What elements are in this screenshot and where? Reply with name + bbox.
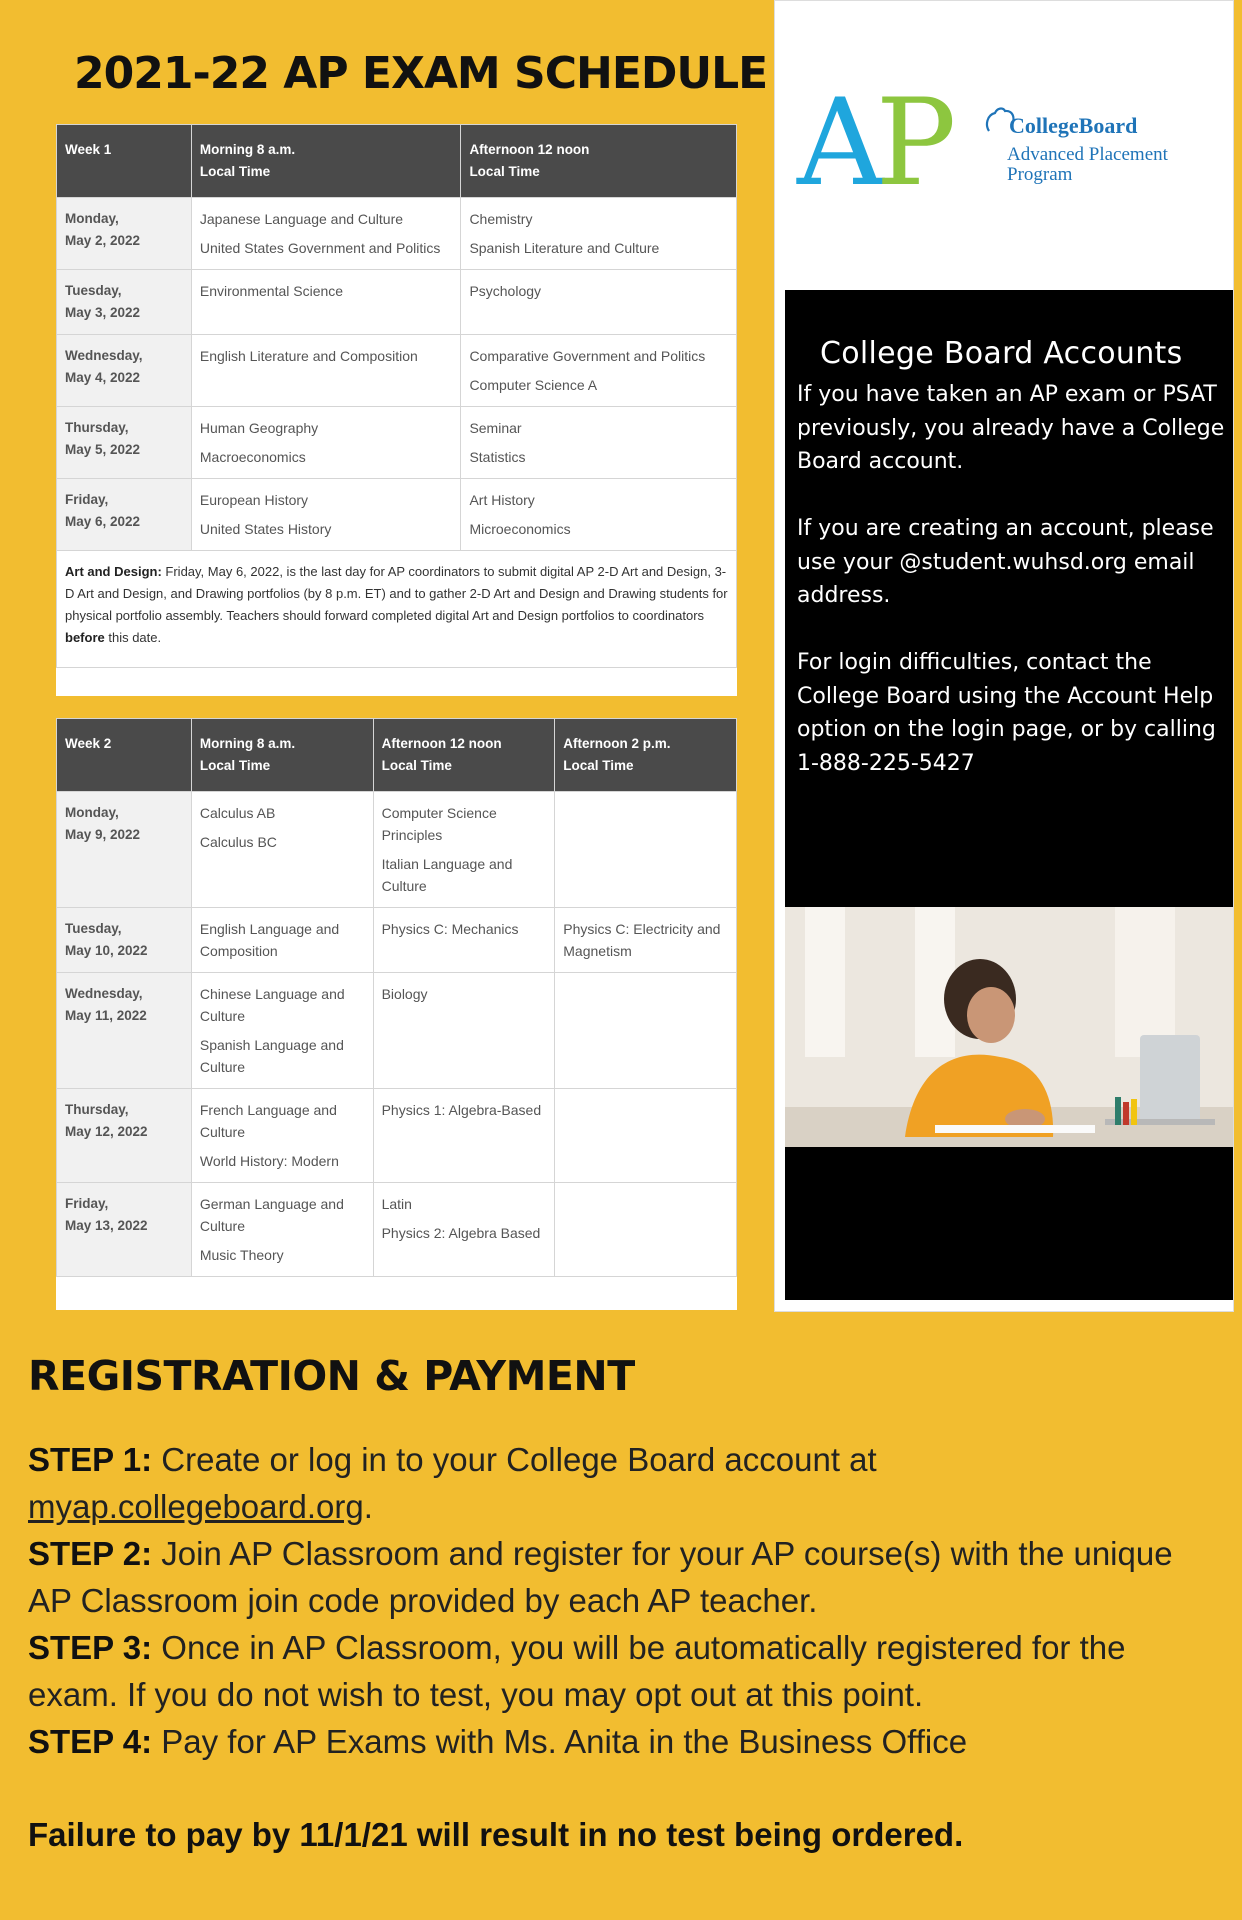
morning-cell bbox=[191, 908, 373, 973]
accounts-text bbox=[797, 378, 1237, 814]
table-row bbox=[57, 407, 737, 479]
week2-header-line: Afternoon 2 p.m. bbox=[563, 736, 671, 751]
week2-header-3 bbox=[555, 719, 737, 792]
step-1-end: . bbox=[363, 1488, 373, 1525]
table-row bbox=[57, 335, 737, 407]
step-3 bbox=[28, 1624, 1218, 1718]
exam-name: Physics 1: Algebra-Based bbox=[381, 1102, 542, 1118]
step-4-label: STEP 4: bbox=[28, 1723, 153, 1760]
exam-name: United States History bbox=[199, 521, 332, 537]
collegeboard-link[interactable]: myap.collegeboard.org bbox=[28, 1488, 364, 1525]
day-label: May 2, 2022 bbox=[65, 233, 141, 248]
table-row bbox=[57, 792, 737, 908]
step-3-label: STEP 3: bbox=[28, 1629, 153, 1666]
week1-header-line: Local Time bbox=[199, 164, 271, 179]
exam-name: Italian Language and Culture bbox=[381, 856, 513, 894]
week1-header-1 bbox=[191, 125, 461, 198]
art-design-note bbox=[57, 551, 737, 668]
day-label: May 4, 2022 bbox=[65, 370, 141, 385]
exam-name: Microeconomics bbox=[469, 521, 571, 537]
table-row bbox=[57, 973, 737, 1089]
day-label: May 13, 2022 bbox=[65, 1218, 148, 1233]
student-studying-photo bbox=[785, 907, 1233, 1147]
exam-name: Japanese Language and Culture bbox=[199, 211, 404, 227]
exam-name: Calculus AB bbox=[199, 805, 276, 821]
exam-name: Chinese Language and Culture bbox=[199, 986, 345, 1024]
two-pm-cell bbox=[555, 1089, 737, 1183]
step-2-label: STEP 2: bbox=[28, 1535, 153, 1572]
accounts-box bbox=[785, 290, 1233, 1300]
registration-steps bbox=[28, 1436, 1218, 1765]
page-title: 2021-22 AP EXAM SCHEDULE bbox=[74, 48, 768, 99]
week1-table bbox=[56, 124, 737, 668]
table-row bbox=[57, 551, 737, 668]
morning-cell bbox=[191, 479, 461, 551]
day-label: Tuesday, bbox=[65, 921, 122, 936]
week1-header-line: Morning 8 a.m. bbox=[199, 142, 296, 157]
day-cell bbox=[57, 1089, 192, 1183]
note-emphasis: before bbox=[65, 630, 105, 645]
step-4-text: Pay for AP Exams with Ms. Anita in the Business Office bbox=[152, 1723, 968, 1760]
day-label: Friday, bbox=[65, 1196, 109, 1211]
table-row bbox=[57, 1183, 737, 1277]
accounts-paragraph-2: If you are creating an account, please use your @student.wuhsd.org email address. bbox=[797, 516, 1214, 608]
day-label: May 10, 2022 bbox=[65, 943, 148, 958]
note-label: Art and Design: bbox=[65, 564, 162, 579]
afternoon-cell bbox=[461, 198, 737, 270]
program-line-2: Program bbox=[1007, 164, 1073, 185]
accounts-paragraph-3: For login difficulties, contact the College Board using the Account Help option on the login page, or by calling 1-888-225-5427 bbox=[797, 650, 1216, 776]
week1-header-0 bbox=[57, 125, 192, 198]
day-cell bbox=[57, 479, 192, 551]
day-label: Thursday, bbox=[65, 420, 129, 435]
table-row bbox=[57, 908, 737, 973]
exam-name: Seminar bbox=[469, 420, 522, 436]
day-label: Monday, bbox=[65, 211, 119, 226]
morning-cell bbox=[191, 1183, 373, 1277]
program-line-1: Advanced Placement bbox=[1007, 144, 1168, 165]
step-2-text: Join AP Classroom and register for your AP course(s) with the unique AP Classroom join code provided by each AP teacher. bbox=[28, 1535, 1173, 1619]
exam-name: Physics C: Mechanics bbox=[381, 921, 519, 937]
step-1-label: STEP 1: bbox=[28, 1441, 153, 1478]
step-3-text: Once in AP Classroom, you will be automatically registered for the exam. If you do not wish to test, you may opt out at this point. bbox=[28, 1629, 1126, 1713]
step-4 bbox=[28, 1718, 1218, 1765]
week2-header-line: Afternoon 12 noon bbox=[381, 736, 502, 751]
noon-cell bbox=[373, 908, 555, 973]
accounts-paragraph-1: If you have taken an AP exam or PSAT previously, you already have a College Board account. bbox=[797, 382, 1225, 474]
day-label: Wednesday, bbox=[65, 348, 143, 363]
week2-header-1 bbox=[191, 719, 373, 792]
day-label: Wednesday, bbox=[65, 986, 143, 1001]
day-label: Thursday, bbox=[65, 1102, 129, 1117]
exam-name: Macroeconomics bbox=[199, 449, 306, 465]
day-label: Tuesday, bbox=[65, 283, 122, 298]
noon-cell bbox=[373, 792, 555, 908]
table-row bbox=[57, 479, 737, 551]
two-pm-cell bbox=[555, 792, 737, 908]
exam-name: Latin bbox=[381, 1196, 412, 1212]
exam-name: Music Theory bbox=[199, 1247, 284, 1263]
exam-name: World History: Modern bbox=[199, 1153, 339, 1169]
exam-name: Comparative Government and Politics bbox=[469, 348, 706, 364]
week2-panel bbox=[56, 718, 737, 1310]
registration-title: REGISTRATION & PAYMENT bbox=[28, 1352, 635, 1400]
noon-cell bbox=[373, 1183, 555, 1277]
exam-name: Physics 2: Algebra Based bbox=[381, 1225, 541, 1241]
day-label: Friday, bbox=[65, 492, 109, 507]
week1-header-2 bbox=[461, 125, 737, 198]
day-label: May 3, 2022 bbox=[65, 305, 141, 320]
morning-cell bbox=[191, 407, 461, 479]
day-label: May 11, 2022 bbox=[65, 1008, 147, 1023]
day-cell bbox=[57, 792, 192, 908]
collegeboard-wordmark: CollegeBoard bbox=[1009, 113, 1138, 138]
exam-name: Computer Science A bbox=[469, 377, 598, 393]
step-2 bbox=[28, 1530, 1218, 1624]
exam-name: Psychology bbox=[469, 283, 542, 299]
exam-name: European History bbox=[199, 492, 309, 508]
week1-header-line: Afternoon 12 noon bbox=[469, 142, 590, 157]
week2-header-0 bbox=[57, 719, 192, 792]
exam-name: Physics C: Electricity and Magnetism bbox=[563, 921, 721, 959]
day-cell bbox=[57, 198, 192, 270]
exam-name: Human Geography bbox=[199, 420, 319, 436]
step-1 bbox=[28, 1436, 1218, 1530]
ap-letter-p: P bbox=[875, 74, 949, 213]
day-label: May 6, 2022 bbox=[65, 514, 141, 529]
day-label: May 12, 2022 bbox=[65, 1124, 148, 1139]
exam-name: Chemistry bbox=[469, 211, 533, 227]
day-cell bbox=[57, 908, 192, 973]
morning-cell bbox=[191, 973, 373, 1089]
exam-name: English Literature and Composition bbox=[199, 348, 418, 364]
exam-name: French Language and Culture bbox=[199, 1102, 337, 1140]
ap-collegeboard-logo bbox=[797, 74, 1217, 213]
two-pm-cell bbox=[555, 1183, 737, 1277]
ap-letters bbox=[797, 74, 949, 213]
week2-header-line: Local Time bbox=[199, 758, 271, 773]
table-row bbox=[57, 270, 737, 335]
exam-name: English Language and Composition bbox=[199, 921, 340, 959]
week2-header-2 bbox=[373, 719, 555, 792]
week2-header-line: Week 2 bbox=[65, 736, 112, 751]
note-text: Friday, May 6, 2022, is the last day for AP coordinators to submit digital AP 2-D Art and Design, 3-D Art and Design, and Drawing portfolios (by 8 p.m. ET) and to gather 2-D Art and Design and Drawing students for physical portfolio assembly. Teachers should forward completed digital Art and Design portfolios to coordinators bbox=[65, 564, 728, 623]
morning-cell bbox=[191, 198, 461, 270]
payment-warning: Failure to pay by 11/1/21 will result in no test being ordered. bbox=[28, 1816, 964, 1853]
morning-cell bbox=[191, 1089, 373, 1183]
week1-header-line: Local Time bbox=[469, 164, 540, 179]
exam-name: Calculus BC bbox=[199, 834, 277, 850]
week2-header-line: Local Time bbox=[381, 758, 452, 773]
exam-name: German Language and Culture bbox=[199, 1196, 344, 1234]
exam-name: United States Government and Politics bbox=[199, 240, 441, 256]
day-label: Monday, bbox=[65, 805, 119, 820]
day-cell bbox=[57, 335, 192, 407]
table-row bbox=[57, 198, 737, 270]
afternoon-cell bbox=[461, 270, 737, 335]
two-pm-cell bbox=[555, 973, 737, 1089]
week1-panel bbox=[56, 124, 737, 696]
note-text-end: this date. bbox=[104, 630, 162, 645]
photo-illustration bbox=[785, 907, 1233, 1147]
afternoon-cell bbox=[461, 335, 737, 407]
week1-header-line: Week 1 bbox=[65, 142, 112, 157]
day-cell bbox=[57, 1183, 192, 1277]
exam-name: Spanish Language and Culture bbox=[199, 1037, 344, 1075]
noon-cell bbox=[373, 973, 555, 1089]
exam-name: Spanish Literature and Culture bbox=[469, 240, 660, 256]
program-name bbox=[1007, 145, 1168, 185]
accounts-title: College Board Accounts bbox=[820, 336, 1183, 371]
exam-name: Art History bbox=[469, 492, 535, 508]
afternoon-cell bbox=[461, 407, 737, 479]
day-cell bbox=[57, 407, 192, 479]
exam-name: Statistics bbox=[469, 449, 526, 465]
day-label: May 5, 2022 bbox=[65, 442, 141, 457]
week2-header-line: Local Time bbox=[563, 758, 634, 773]
morning-cell bbox=[191, 270, 461, 335]
day-cell bbox=[57, 973, 192, 1089]
day-cell bbox=[57, 270, 192, 335]
week2-header-line: Morning 8 a.m. bbox=[199, 736, 296, 751]
morning-cell bbox=[191, 335, 461, 407]
table-row bbox=[57, 1089, 737, 1183]
exam-name: Computer Science Principles bbox=[381, 805, 497, 843]
two-pm-cell bbox=[555, 908, 737, 973]
morning-cell bbox=[191, 792, 373, 908]
step-1-text: Create or log in to your College Board account at bbox=[152, 1441, 877, 1478]
exam-name: Biology bbox=[381, 986, 428, 1002]
ap-letter-a: A bbox=[797, 74, 876, 213]
week2-table bbox=[56, 718, 737, 1277]
exam-name: Environmental Science bbox=[199, 283, 344, 299]
noon-cell bbox=[373, 1089, 555, 1183]
afternoon-cell bbox=[461, 479, 737, 551]
day-label: May 9, 2022 bbox=[65, 827, 141, 842]
